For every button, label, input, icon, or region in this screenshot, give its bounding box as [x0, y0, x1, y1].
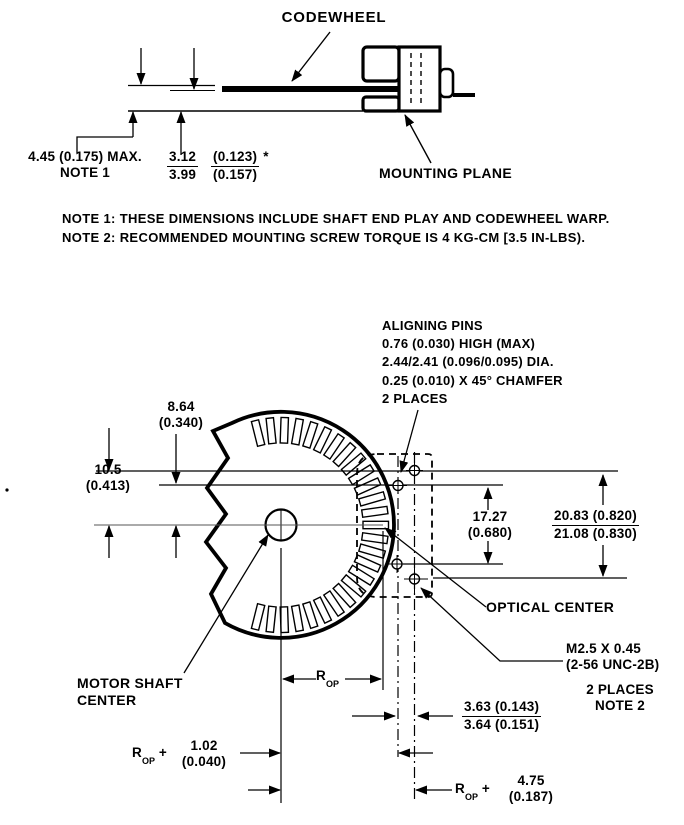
rop475-in: (0.187) [508, 788, 554, 804]
mounting-plane-leader [405, 115, 431, 163]
dim-1727-label [459, 509, 521, 541]
rop102-in: (0.040) [181, 753, 227, 769]
note-1: NOTE 1: THESE DIMENSIONS INCLUDE SHAFT END PLAY AND CODEWHEEL WARP. [62, 211, 610, 226]
aligning-pins-chamfer: 0.25 (0.010) X 45° CHAMFER [382, 372, 563, 388]
dim-2083-label [552, 508, 639, 542]
dim-363-bottom: 3.64 (0.151) [464, 716, 540, 732]
thickness-in-fraction [211, 149, 269, 183]
hub-body [399, 47, 440, 111]
hub-upper-clamp [363, 47, 399, 81]
gap-dim-note-ref: NOTE 1 [60, 164, 110, 180]
rop475-mm: 4.75 [517, 773, 545, 788]
screw-spec-thread: (2-56 UNC-2B) [566, 656, 660, 672]
dim-2083-bottom: 21.08 (0.830) [554, 525, 637, 541]
codewheel-slot [280, 417, 288, 443]
rop475-sub: OP [464, 791, 478, 802]
dim-363-top: 3.63 (0.143) [462, 699, 541, 717]
dim-105-in: (0.413) [85, 477, 131, 493]
motor-shaft-center-label [77, 675, 183, 708]
hub-assembly [363, 47, 475, 111]
rop475-plus: + [481, 781, 491, 796]
codewheel-plate [222, 86, 400, 92]
dim-864-label [150, 399, 212, 431]
screw-spec-size: M2.5 X 0.45 [566, 641, 641, 656]
rop102-plus: + [158, 745, 168, 760]
rop-plus-102-value [170, 738, 238, 770]
dim-1727-mm: 17.27 [472, 509, 508, 524]
rop-label [316, 668, 339, 689]
thickness-mm-fraction [167, 149, 198, 183]
optical-center-label: OPTICAL CENTER [486, 599, 615, 615]
side-view-linework [77, 32, 475, 163]
hub-boss [440, 69, 453, 97]
dim-864-mm: 8.64 [167, 399, 195, 414]
screw-spec-places [578, 682, 662, 714]
rop-sub: OP [325, 678, 339, 689]
motor-shaft-line1: MOTOR SHAFT [77, 675, 183, 691]
mounting-plane-label: MOUNTING PLANE [379, 165, 513, 181]
stray-dot [5, 488, 8, 491]
gap-dim-value: 4.45 (0.175) MAX. [28, 149, 142, 164]
aligning-pins-leader [401, 410, 418, 472]
aligning-pins-title: ALIGNING PINS [382, 318, 483, 333]
dim-105-label [77, 462, 139, 494]
thickness-in-max: (0.157) [213, 166, 258, 182]
aligning-pins-dia: 2.44/2.41 (0.096/0.095) DIA. [382, 354, 554, 370]
thickness-mm-max: 3.99 [169, 166, 197, 182]
hub-lower-clamp [363, 97, 399, 111]
rop475-base: R [455, 781, 465, 796]
asterisk-mark: * [263, 149, 269, 164]
rop-plus-475-prefix [455, 781, 491, 802]
dim-363-label [462, 699, 541, 733]
rop-plus-102-prefix [132, 745, 168, 766]
screw-spec-note-ref: NOTE 2 [595, 697, 645, 713]
rop102-mm: 1.02 [190, 738, 218, 753]
screw-spec-label [566, 641, 659, 673]
codewheel-leader [292, 32, 330, 81]
thickness-in-min: (0.123) [211, 149, 259, 167]
rop102-sub: OP [141, 755, 155, 766]
aligning-pins-height: 0.76 (0.030) HIGH (MAX) [382, 336, 536, 352]
dim-2083-top: 20.83 (0.820) [552, 508, 639, 526]
codewheel-label: CODEWHEEL [281, 9, 387, 26]
thickness-mm-min: 3.12 [167, 149, 198, 167]
motor-shaft-line2: CENTER [77, 691, 137, 708]
aligning-pins-places: 2 PLACES [382, 390, 448, 406]
dim-105-mm: 10.5 [94, 462, 122, 477]
gap-dimension-label [4, 149, 166, 181]
dim-864-in: (0.340) [158, 414, 204, 430]
notes-block [62, 209, 610, 247]
rop-base: R [316, 668, 326, 683]
screw-spec-places-line: 2 PLACES [586, 682, 654, 697]
rop-plus-475-value [498, 773, 564, 805]
aligning-pins-label [382, 317, 563, 408]
dim-1727-in: (0.680) [467, 524, 513, 540]
rop102-base: R [132, 745, 142, 760]
note-2: NOTE 2: RECOMMENDED MOUNTING SCREW TORQUE IS 4 KG-CM [3.5 IN-LBS). [62, 230, 586, 245]
